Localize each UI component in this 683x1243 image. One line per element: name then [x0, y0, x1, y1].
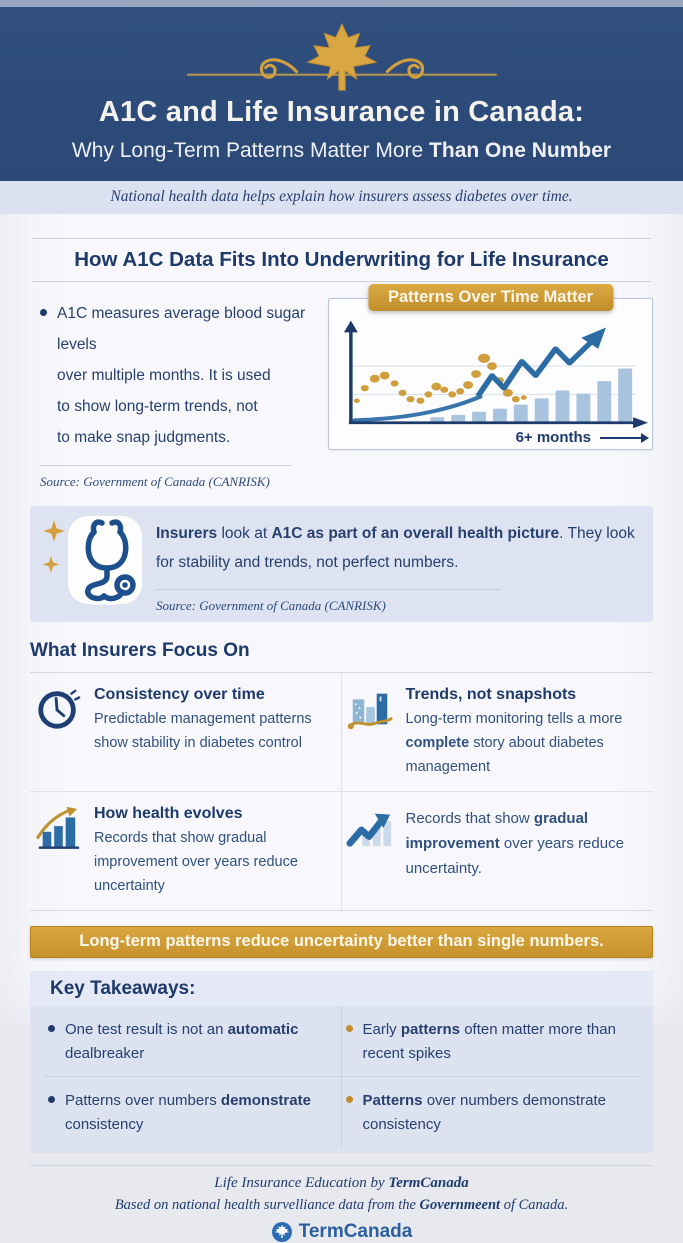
focus-item-title: Consistency over time [94, 686, 265, 704]
sparkle-icon [43, 556, 60, 573]
hero-header [0, 0, 683, 181]
tagline-band: National health data helps explain how insurers assess diabetes over time. [0, 181, 683, 214]
page-title: A1C and Life Insurance in Canada: [98, 96, 585, 128]
content [0, 238, 683, 1243]
bullet-dot [346, 1025, 353, 1032]
takeaway-item: Patterns over numbers demonstrate consistency [342, 1077, 640, 1147]
source-note: Source: Government of Canada (CANRISK) [40, 474, 270, 489]
focus-item-desc: Predictable management patterns show stability in diabetes control [94, 711, 312, 752]
a1c-explainer [30, 298, 308, 490]
page-subtitle [0, 139, 683, 163]
a1c-explainer-text: A1C measures average blood sugar levels over multiple months. It is used to show long-term trends, not to make snap judgments. [57, 305, 306, 446]
bullet-dot [48, 1025, 55, 1032]
maple-leaf-ornament-icon [177, 20, 507, 84]
insurer-callout-text: Insurers look at A1C as part of an overall health picture. They look for stability and trends, not perfect numbers. Source: Government of Canada (CANRISK) [156, 525, 635, 614]
divider [40, 465, 292, 466]
takeaways-grid [30, 1006, 653, 1153]
takeaway-item: Patterns over numbers demonstrate consistency [44, 1077, 342, 1147]
footer-line1: Life Insurance Education by TermCanada [214, 1174, 469, 1191]
focus-heading: What Insurers Focus On [30, 640, 250, 662]
sparkle-icon [43, 520, 65, 542]
insurer-callout [30, 506, 653, 622]
patterns-chart-card [328, 288, 653, 450]
section-underwriting [30, 238, 653, 490]
chart-x-label: 6+ months [516, 429, 642, 446]
subtitle-bold: Than One Number [429, 139, 612, 162]
divider [32, 238, 651, 239]
footer-line2: Based on national health survelliance data from the Governmeent of Canada. [114, 1196, 569, 1213]
source-note: Source: Government of Canada (CANRISK) [156, 598, 386, 614]
focus-item-trends [342, 673, 654, 792]
stethoscope-icon [40, 514, 144, 614]
focus-grid [30, 672, 653, 911]
bars-growth-icon [34, 805, 82, 899]
takeaway-item: Early patterns often matter more than recent spikes [342, 1006, 640, 1077]
focus-item-desc: Records that show gradual improvement over years reduce uncertainty. [405, 810, 624, 877]
takeaways-heading: Key Takeaways: [30, 971, 653, 1006]
bullet-dot [346, 1096, 353, 1103]
clock-icon [34, 686, 82, 780]
chart-badge: Patterns Over Time Matter [368, 284, 613, 311]
chart-bars [430, 369, 632, 422]
focus-item-desc: Records that show gradual improvement over years reduce uncertainty [94, 830, 298, 894]
brand-name: TermCanada [298, 1220, 413, 1242]
focus-item-consistency [30, 673, 342, 792]
bullet-dot [48, 1096, 55, 1103]
chart-dotted-line [354, 354, 527, 404]
footer [30, 1165, 653, 1243]
takeaway-item: One test result is not an automatic dealbreaker [44, 1006, 342, 1077]
section-focus [30, 640, 653, 911]
subtitle-regular: Why Long-Term Patterns Matter More [71, 139, 430, 162]
focus-item-desc: Long-term monitoring tells a more complete story about diabetes management [405, 711, 623, 776]
termcanada-logo-icon [271, 1221, 293, 1243]
bullet-dot [40, 309, 47, 316]
brand-lockup [30, 1221, 653, 1243]
trend-chart [331, 319, 649, 429]
up-arrow-icon [346, 805, 394, 899]
focus-item-records [342, 792, 654, 910]
focus-item-title: Trends, not snapshots [405, 686, 577, 704]
divider [156, 589, 501, 590]
highlight-banner: Long-term patterns reduce uncertainty better than single numbers. [30, 926, 653, 958]
divider [32, 281, 651, 282]
section-heading: How A1C Data Fits Into Underwriting for Life Insurance [74, 248, 609, 271]
focus-item-title: How health evolves [94, 805, 243, 823]
key-takeaways [30, 971, 653, 1153]
trend-bars-icon [346, 686, 394, 780]
focus-item-evolves [30, 792, 342, 910]
right-arrow-icon [600, 437, 642, 439]
